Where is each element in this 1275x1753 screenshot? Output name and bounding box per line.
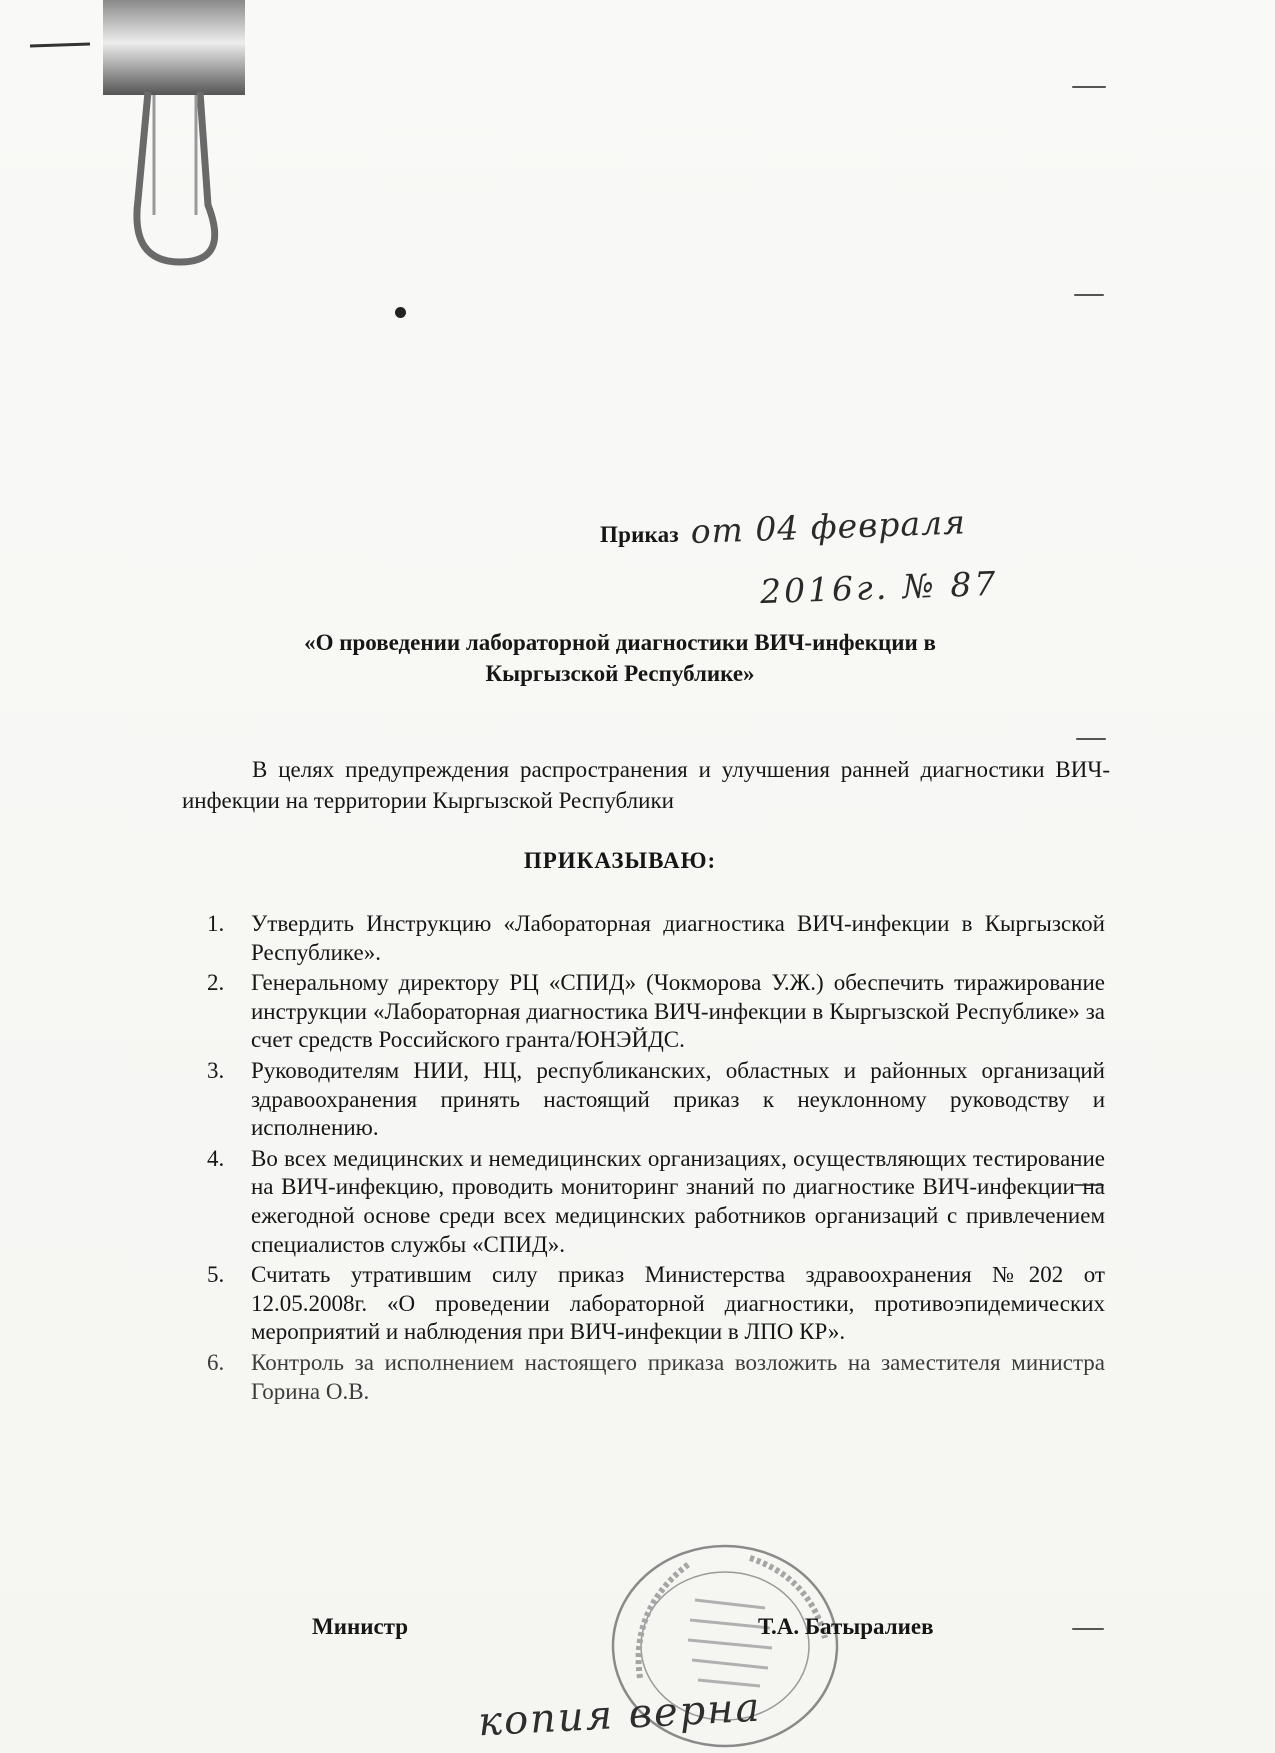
handwritten-order-number: 2016г. № 87 [759,563,999,612]
order-item [207,1261,1105,1347]
order-items-list [207,910,1105,1408]
order-subject [180,627,1060,689]
handwritten-date: от 04 февраля [690,502,967,551]
subject-line-2: Кыргызской Республике» [485,661,755,686]
order-item-number: 1. [207,911,225,936]
order-item-text: Руководителям НИИ, НЦ, республиканских, областных и районных организаций здравоохранения принять настоящий приказ к неуклонному руководству и исполнению. [251,1057,1105,1141]
order-item-number: 2. [207,970,225,996]
preamble-text: В целях предупреждения распространения и улучшения ранней диагностики ВИЧ-инфекции на территории Кыргызской Республики [182,757,1110,813]
order-item [207,1145,1105,1259]
binder-clip-icon [30,0,245,290]
order-item-text: Во всех медицинских и немедицинских организациях, осуществляющих тестирование на ВИЧ-инфекцию, проводить мониторинг знаний по диагностике ВИЧ-инфекции на ежегодной основе среди всех медицинских работников организаций с привлечением специалистов службы «СПИД». [251,1145,1105,1257]
signature-title: Министр [312,1614,409,1639]
order-item [207,910,1105,967]
subject-line-1: «О проведении лабораторной диагностики ВИЧ-инфекции в [304,630,936,655]
order-item-text: Генеральному директору РЦ «СПИД» (Чокморова У.Ж.) обеспечить тиражирование инструкции «Лабораторная диагностика ВИЧ-инфекции в Кыргызской Республике» за счет средств Российского гранта/ЮНЭЙДС. [251,970,1105,1053]
order-item-number: 6. [207,1349,225,1375]
order-item [207,1057,1105,1143]
order-item-text: Считать утратившим силу приказ Министерства здравоохранения №202 от 12.05.2008г. «О проведении лабораторной диагностики, противоэпидемических мероприятий и наблюдения при ВИЧ-инфекции в ЛПО КР». [251,1262,1105,1345]
preamble-paragraph [182,754,1110,816]
margin-mark [1072,86,1106,88]
order-item-number: 4. [207,1145,225,1171]
margin-mark [1074,294,1104,296]
signature-name: Т.А. Батыралиев [758,1614,934,1639]
order-word-heading: ПРИКАЗЫВАЮ: [523,848,717,873]
order-label: Приказ [600,522,679,547]
order-item [207,969,1105,1055]
order-item-text: Утвердить Инструкцию «Лабораторная диагностика ВИЧ-инфекции в Кыргызской Республике». [251,911,1105,965]
order-item-text: Контроль за исполнением настоящего приказа возложить на заместителя министра Горина О.В. [251,1349,1105,1404]
margin-mark [1076,738,1106,740]
order-item [207,1349,1105,1406]
handwritten-certification-note: копия верна [476,1684,763,1746]
margin-mark [1072,1628,1104,1630]
ink-speck [395,307,406,318]
order-item-number: 5. [207,1262,225,1288]
order-item-number: 3. [207,1057,225,1083]
